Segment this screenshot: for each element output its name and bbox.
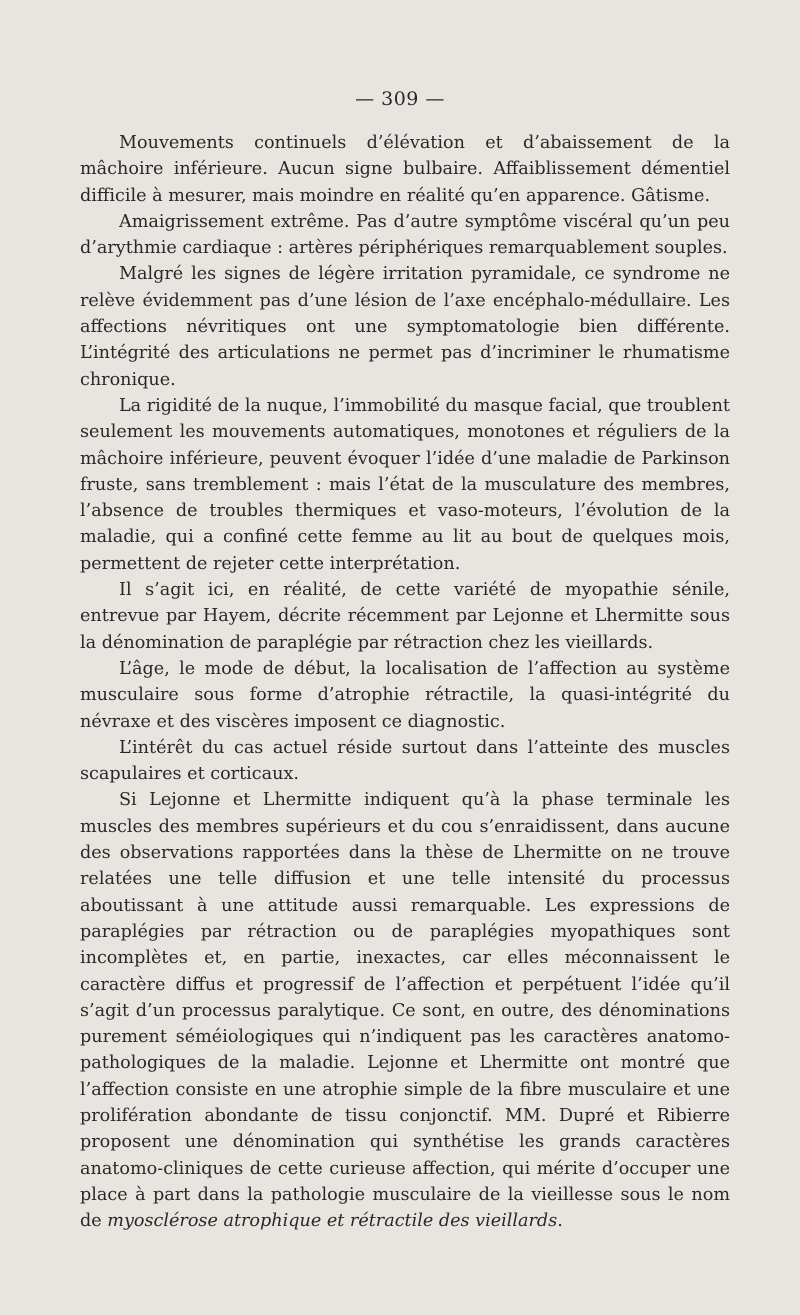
page-number: — 309 — bbox=[355, 88, 445, 110]
disease-name-italic: myosclérose atrophique et rétractile des vieillards bbox=[107, 1211, 558, 1232]
body-text bbox=[80, 130, 730, 1234]
paragraph: L’intérêt du cas actuel réside surtout dans l’atteinte des muscles scapulaires et corticaux. bbox=[80, 737, 730, 785]
paragraph: Il s’agit ici, en réalité, de cette variété de myopathie sénile, entrevue par Hayem, décrite récemment par Lejonne et Lhermitte sous la dénomination de paraplégie par rétraction chez les vieillards. bbox=[80, 580, 730, 653]
paragraph: Amaigrissement extrême. Pas d’autre symptôme viscéral qu’un peu d’arythmie cardiaque : artères périphériques remarquablement souples. bbox=[80, 211, 730, 259]
paragraph: Malgré les signes de légère irritation pyramidale, ce syndrome ne relève évidemment pas d’une lésion de l’axe encéphalo-médullaire. Les affections névritiques ont une symptomatologie bien différente. L’intégrité des articulations ne permet pas d’incriminer le rhumatisme chronique. bbox=[80, 264, 730, 390]
paragraph-text: Si Lejonne et Lhermitte indiquent qu’à la phase terminale les muscles des membres supérieurs et du cou s’enraidissent, dans aucune des observations rapportées dans la thèse de Lhermitte on ne trouve relatées une telle diffusion et une telle intensité du processus aboutissant à une attitude aussi remarquable. Les expressions de paraplégies par rétraction ou de paraplégies myopathiques sont incomplètes et, en partie, inexactes, car elles méconnaissent le caractère diffus et progressif de l’affection et perpétuent l’idée qu’il s’agit d’un processus paralytique. Ce sont, en outre, des dénominations purement séméiologiques qui n’indiquent pas les caractères anatomo-pathologiques de la maladie. Lejonne et Lhermitte ont montré que l’affection consiste en une atrophie simple de la fibre musculaire et une prolifération abondante de tissu conjonctif. MM. Dupré et Ribierre proposent une dénomination qui synthétise les grands caractères anatomo-cliniques de cette curieuse affection, qui mérite d’occuper une place à part dans la pathologie musculaire de la vieillesse sous le nom de bbox=[80, 790, 730, 1232]
paragraph: Mouvements continuels d’élévation et d’abaissement de la mâchoire inférieure. Aucun signe bulbaire. Affaiblissement démentiel difficile à mesurer, mais moindre en réalité qu’en apparence. Gâtisme. bbox=[80, 133, 730, 206]
paragraph-final bbox=[80, 787, 730, 1234]
paragraph: L’âge, le mode de début, la localisation de l’affection au système musculaire sous forme d’atrophie rétractile, la quasi-intégrité du névraxe et des viscères imposent ce diagnostic. bbox=[80, 658, 730, 732]
paragraph: La rigidité de la nuque, l’immobilité du masque facial, que troublent seulement les mouvements automatiques, monotones et réguliers de la mâchoire inférieure, peuvent évoquer l’idée d’une maladie de Parkinson fruste, sans tremblement : mais l’état de la musculature des membres, l’absence de troubles thermiques et vaso-moteurs, l’évolution de la maladie, qui a confiné cette femme au lit au bout de quelques mois, permettent de rejeter cette interprétation. bbox=[80, 395, 730, 574]
paragraph-end-punctuation: . bbox=[557, 1211, 563, 1232]
